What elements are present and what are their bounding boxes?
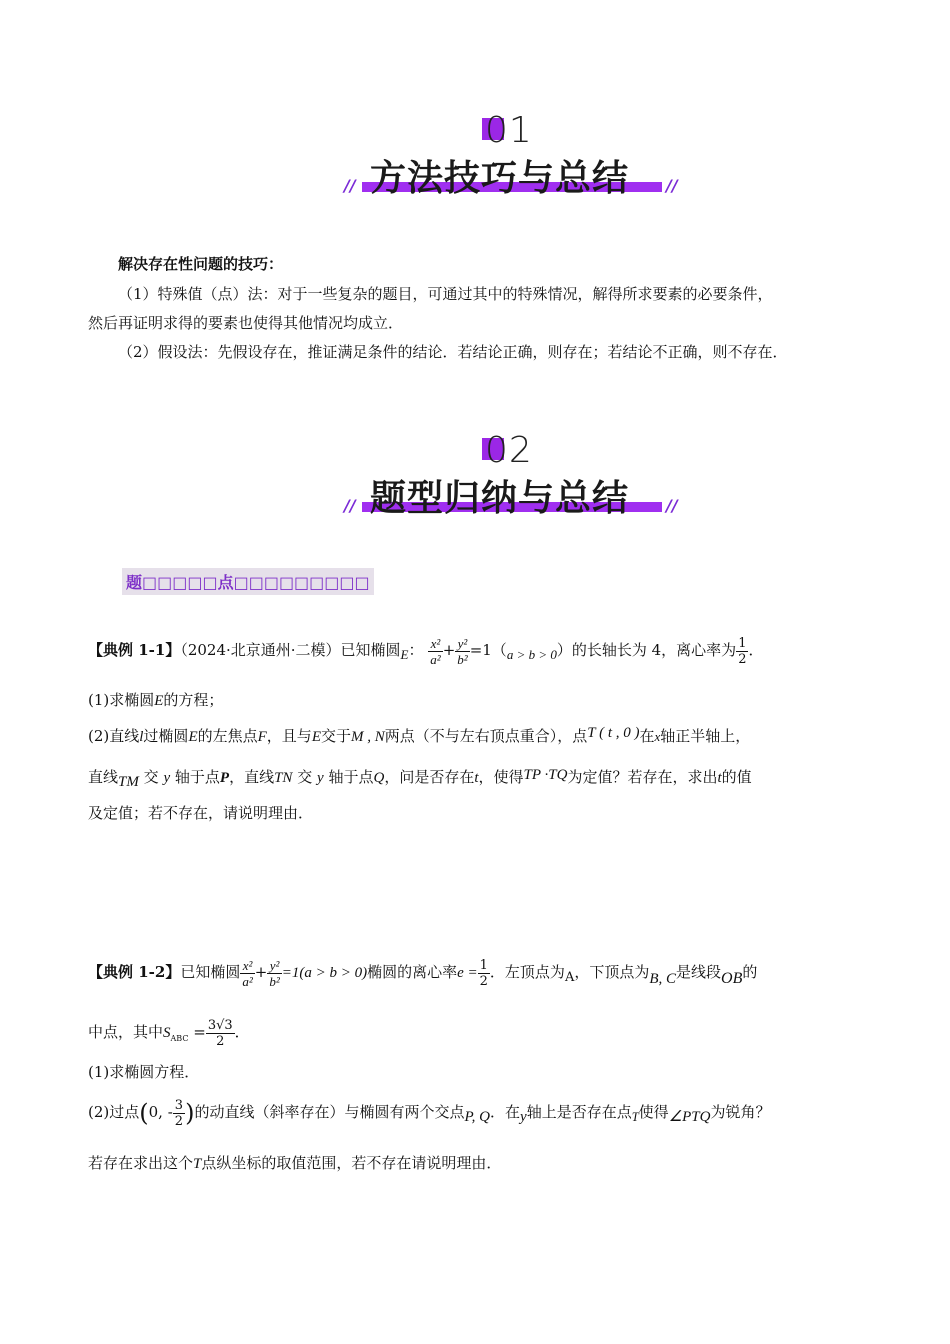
fraction-three-halves: $\frac{3}{2}$ [174,1097,184,1129]
section-01-header [340,110,690,205]
example-1-2-question-2: (2)过点(0, - $\frac{3}{2}$ )的动直线（斜率存在）与椭圆有两个交点P, Q．在y轴上是否存在点$_T$使得∠PTQ为锐角？ [88,1097,771,1129]
fraction-y2-b2: $\frac{\text{y²}}{\text{b²}}$ [269,957,280,989]
example-1-2-line-2: 中点，其中$S_{ABC}$ = $\frac{3√3}{2}$ ． [88,1017,250,1049]
section-02-header [340,430,690,525]
fraction-y2-b2: $\frac{\text{y²}}{\text{b²}}$ [457,635,468,667]
section-number: 02 [485,430,533,471]
point-coordinates: ( [139,1099,149,1127]
example-1-2-line-1: 【典例 1-2】已知椭圆 $\frac{\text{x²}}{\text{a²}}$ + $\frac{\text{y²}}{\text{b²}}$ =1(a > b > 0)椭圆的离心率e = $\frac{1}{2}$ ．左顶点为$_A$，下顶点为B, C是线段OB的 [88,957,758,989]
fraction-x2-a2: $\frac{\text{x²}}{\text{a²}}$ [242,957,253,989]
example-1-1-line-3: 直线TM 交 y 轴于点P，直线TN 交 y 轴于点Q，问是否存在t，使得TP ·TQ为定值？若存在，求出t的值 [88,767,752,790]
fraction-one-half: $\frac{1}{2}$ [479,957,488,989]
example-label: 【典例 1-2】 [88,963,181,981]
fraction-area: $\frac{3√3}{2}$ [207,1017,233,1049]
example-1-2-line-4: 若存在求出这个T点纵坐标的取值范围，若不存在请说明理由． [88,1154,502,1172]
tips-item-2: （2）假设法：先假设存在，推证满足条件的结论．若结论正确，则存在；若结论不正确，则不存在． [118,343,788,361]
left-slash-decor: // [344,496,356,515]
example-1-1-line-1: 【典例 1-1】（2024·北京通州·二模）已知椭圆$_E$： $\frac{\text{x²}}{\text{a²}}$ + $\frac{\text{y²}}{\text{b²}}$ $=1(_{a > b > 0})$的长轴长为 4，离心率为 $\frac{1}{2}$ ． [88,635,764,667]
section-title: 方法技巧与总结 [370,158,630,199]
right-slash-decor: // [666,496,678,515]
section-number: 01 [485,110,533,151]
question-type-tag: 题□□□□□点□□□□□□□□□ [122,568,374,595]
right-slash-decor: // [666,176,678,195]
tips-item-1-line-2: 然后再证明求得的要素也使得其他情况均成立． [88,314,404,332]
left-slash-decor: // [344,176,356,195]
example-label: 【典例 1-1】 [88,641,181,659]
section-title: 题型归纳与总结 [370,478,630,519]
example-1-1-question-2: (2)直线l过椭圆E的左焦点F，且与E交于M , N两点（不与左右顶点重合），点T ( t , 0 )在x轴正半轴上， [88,725,751,745]
fraction-one-half: $\frac{1}{2}$ [738,635,747,667]
example-1-2-question-1: (1)求椭圆方程． [88,1063,200,1081]
tips-item-1-line-1: （1）特殊值（点）法：对于一些复杂的题目，可通过其中的特殊情况，解得所求要素的必要条件， [118,285,773,303]
tips-heading: 解决存在性问题的技巧： [118,255,284,273]
fraction-x2-a2: $\frac{\text{x²}}{\text{a²}}$ [430,635,441,667]
example-1-1-line-4: 及定值；若不存在，请说明理由． [88,804,314,822]
example-1-1-question-1: (1)求椭圆E的方程； [88,691,224,709]
